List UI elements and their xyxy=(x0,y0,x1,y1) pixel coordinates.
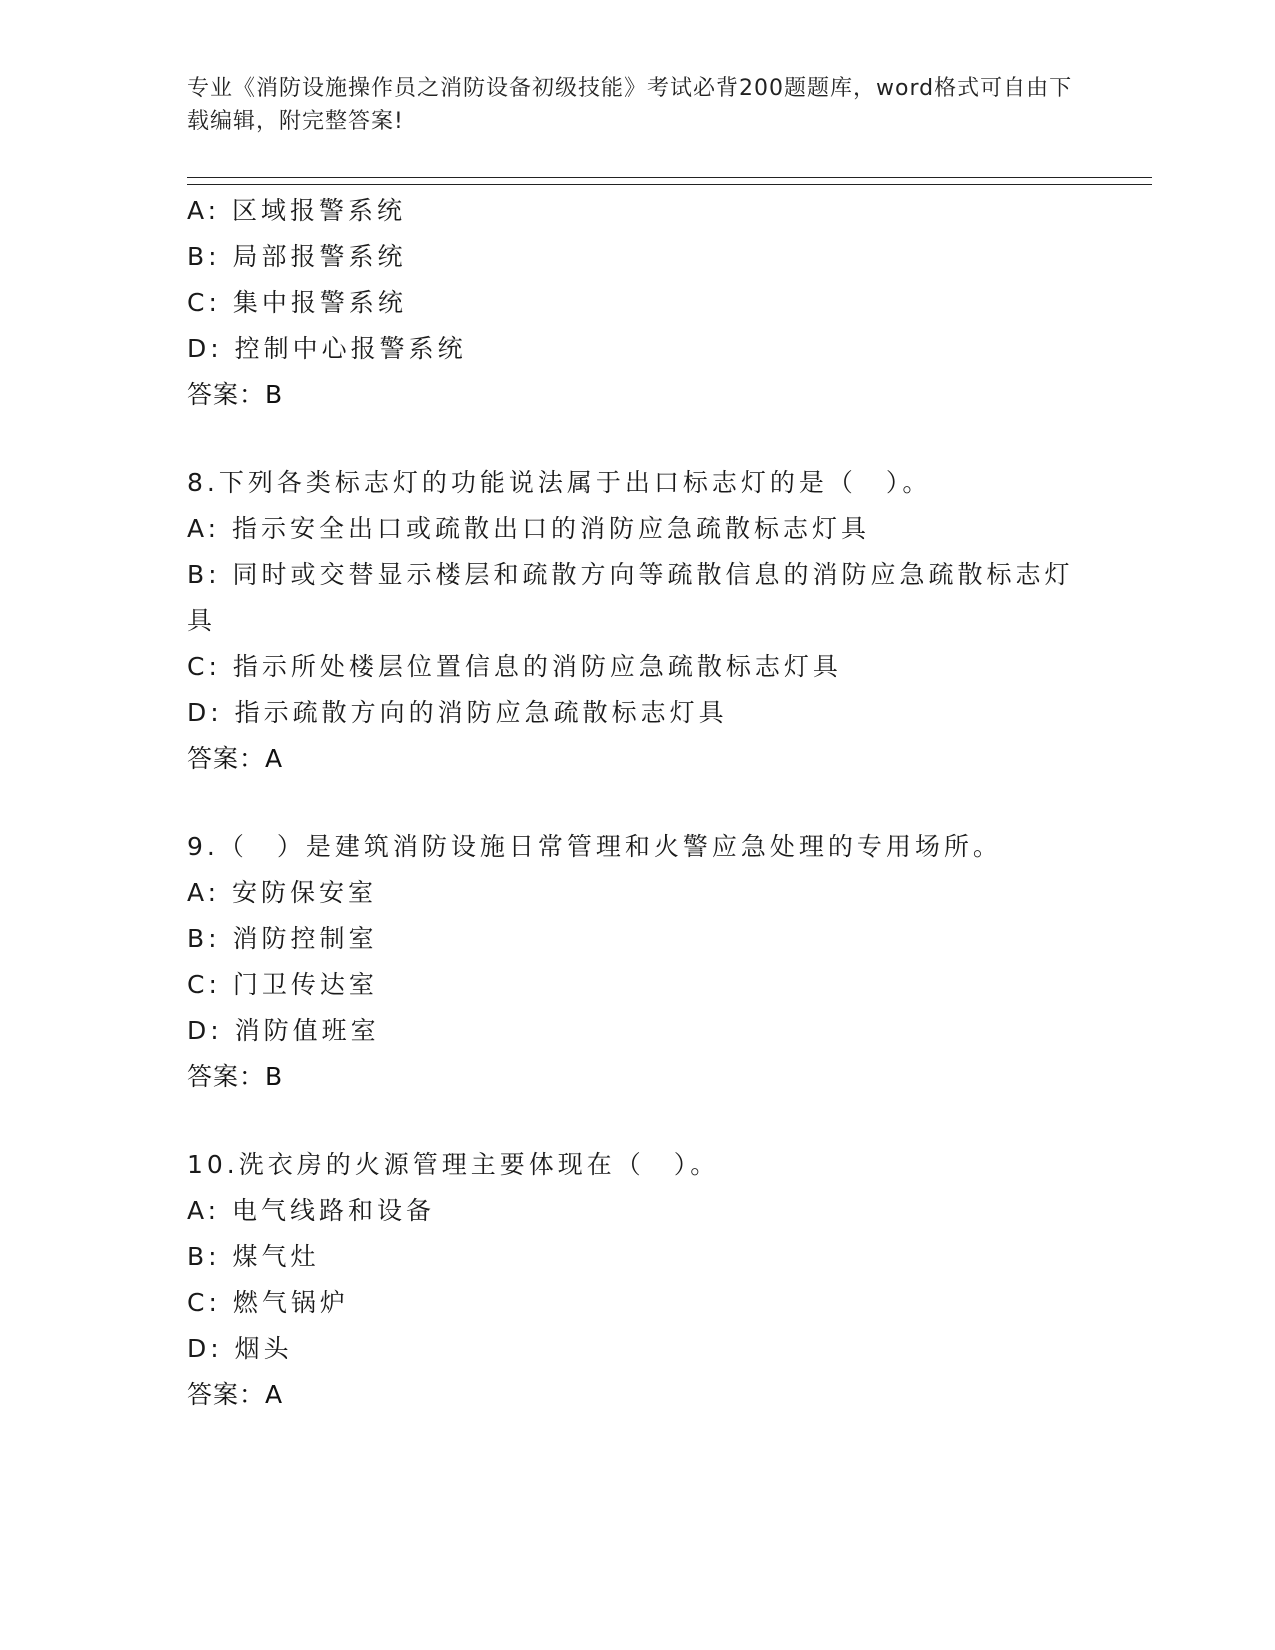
answer: 答案：B xyxy=(187,1062,284,1091)
option-d: D: 消防值班室 xyxy=(187,1016,380,1045)
header-text: 专业《消防设施操作员之消防设备初级技能》考试必背200题题库，word格式可自由下载编辑，附完整答案! xyxy=(187,76,1073,134)
option-b: B: 同时或交替显示楼层和疏散方向等疏散信息的消防应急疏散标志灯具 xyxy=(187,560,1074,635)
option-a: A: 安防保安室 xyxy=(187,878,378,907)
answer: 答案：B xyxy=(187,380,284,409)
question-7 xyxy=(187,188,1087,418)
option-c: C: 门卫传达室 xyxy=(187,970,378,999)
option-a: A: 区域报警系统 xyxy=(187,196,407,225)
question-10 xyxy=(187,1142,1087,1418)
option-b: B: 消防控制室 xyxy=(187,924,378,953)
question-stem: 9.（ ）是建筑消防设施日常管理和火警应急处理的专用场所。 xyxy=(187,832,1002,861)
answer: 答案：A xyxy=(187,744,284,773)
question-list xyxy=(187,188,1087,1460)
question-8 xyxy=(187,460,1087,782)
page-header xyxy=(187,72,1087,138)
option-d: D: 控制中心报警系统 xyxy=(187,334,467,363)
option-c: C: 集中报警系统 xyxy=(187,288,407,317)
header-divider xyxy=(187,177,1152,185)
question-9 xyxy=(187,824,1087,1100)
option-d: D: 指示疏散方向的消防应急疏散标志灯具 xyxy=(187,698,728,727)
question-stem: 8.下列各类标志灯的功能说法属于出口标志灯的是（ ）。 xyxy=(187,468,932,497)
question-stem: 10.洗衣房的火源管理主要体现在（ ）。 xyxy=(187,1150,720,1179)
option-a: A: 指示安全出口或疏散出口的消防应急疏散标志灯具 xyxy=(187,514,871,543)
option-c: C: 指示所处楼层位置信息的消防应急疏散标志灯具 xyxy=(187,652,842,681)
option-c: C: 燃气锅炉 xyxy=(187,1288,349,1317)
answer: 答案：A xyxy=(187,1380,284,1409)
option-b: B: 煤气灶 xyxy=(187,1242,320,1271)
option-b: B: 局部报警系统 xyxy=(187,242,407,271)
option-a: A: 电气线路和设备 xyxy=(187,1196,436,1225)
option-d: D: 烟头 xyxy=(187,1334,293,1363)
